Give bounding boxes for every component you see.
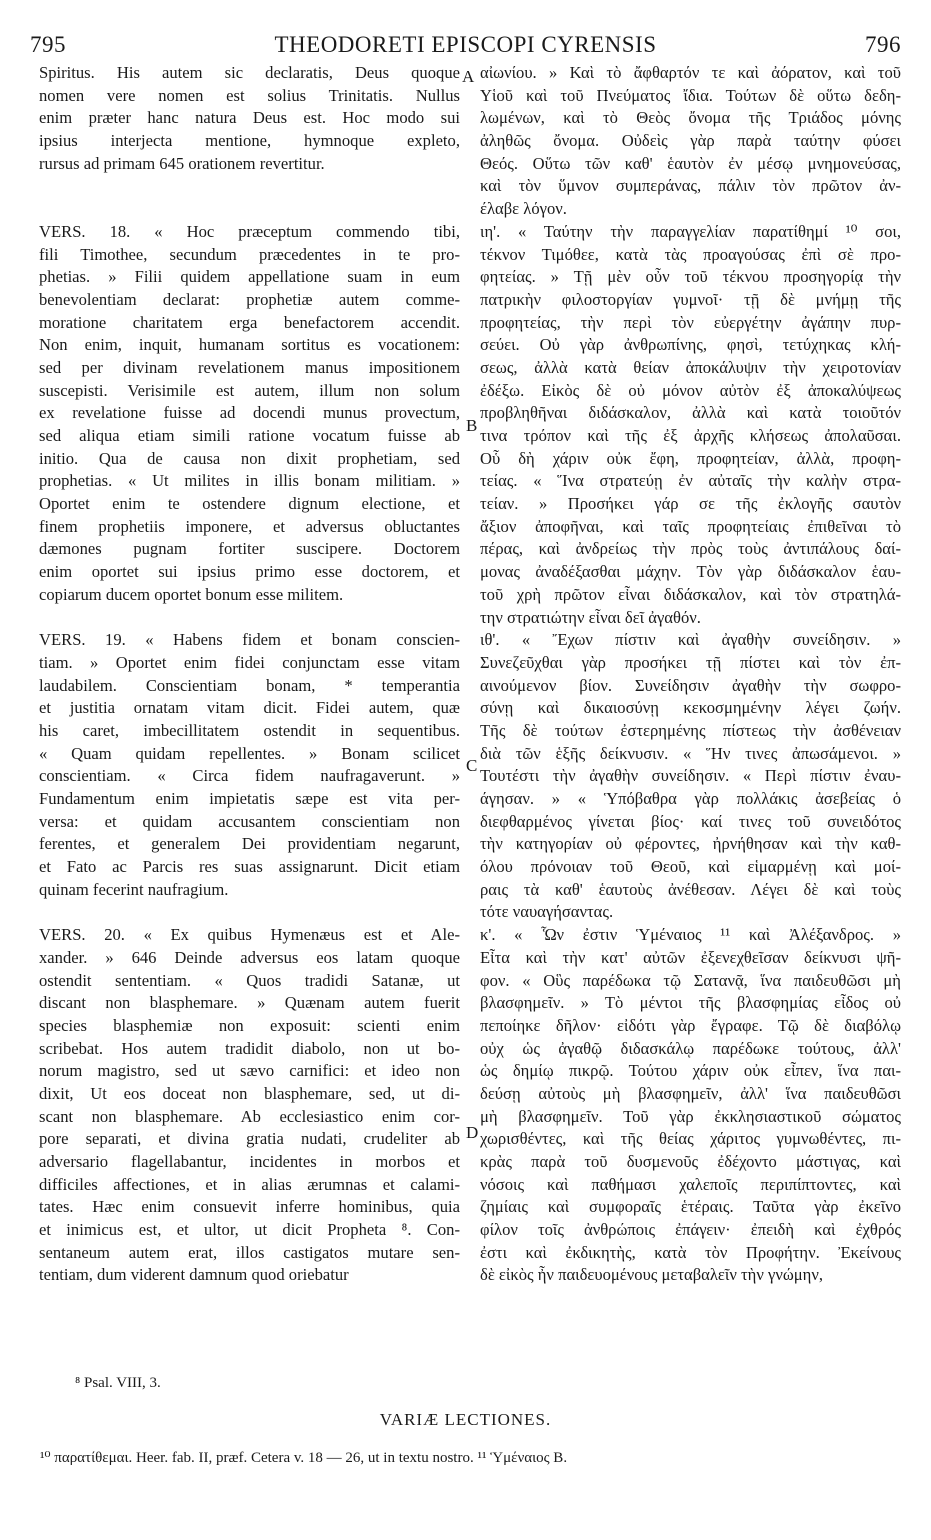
latin-text-line: et Fato ac Parcis res suas assignarunt. Dicit etiam — [39, 857, 460, 877]
latin-text-line: phetias. » Filii quidem appellatione suam in eum — [39, 267, 460, 287]
latin-text-line: prophetias. « Ut milites in illis bonam militiam. » — [39, 471, 460, 491]
running-title: THEODORETI EPISCOPI CYRENSIS — [274, 32, 657, 57]
greek-text-line: κ'. « Ὧν ἐστιν Ὑμέναιος ¹¹ καὶ Ἀλέξανδρος. » — [480, 925, 901, 945]
variae-lectiones-title: VARIÆ LECTIONES. — [379, 1410, 552, 1429]
greek-text-line: φίλον τοῖς ἀνθρώποις ἐπάγειν· ἐπειδὴ καὶ ἐχθρός — [480, 1220, 901, 1240]
latin-text-line — [39, 198, 460, 221]
section-marker-a: A — [462, 67, 475, 86]
greek-text-line: ὡς δημίῳ πικρῷ. Τούτου χάριν οὐκ εἶπεν, ἵνα παι- — [480, 1061, 901, 1081]
greek-text-line: ἐστι καὶ ἐκδικητὴς, κατὰ τὸν Προφήτην. Ἐκείνους — [480, 1242, 901, 1262]
latin-text-line: pore separati, et divina gratia nudati, crudeliter ab — [39, 1129, 460, 1149]
latin-text-line: versa: et quidam accusantem conscientiam non — [39, 811, 460, 831]
greek-text-line: ἐδέξω. Εἰκὸς δὲ οὐ μόνον αὐτὸν ἐξ ἀποκαλύψεως — [480, 380, 901, 400]
greek-text-line: διεφθαρμένος γίνεται βίος· καί τινες τοῦ συνειδότος — [480, 811, 901, 831]
latin-text-line: enim oportet sui ipsius primo esse doctorem, et — [39, 562, 460, 582]
latin-text-line: enim præter hanc natura Deus est. Hoc modo sui — [39, 108, 460, 128]
latin-column — [39, 62, 460, 1287]
greek-text-line: διὰ τῶν ἑξῆς δείκνυσιν. « Ἥν τινες ἀπωσάμενοι. » — [480, 743, 901, 763]
greek-text-line: Υἱοῦ καὶ τοῦ Πνεύματος ἴδια. Τούτων δὲ οὕτω δεδη- — [480, 85, 901, 105]
latin-text-line: Oportet enim te ostendere dignum electione, et — [39, 494, 460, 514]
greek-text-line: τὴν κατηγορίαν οὐ φέροντες, ἠρνήθησαν καὶ τὴν καθ- — [480, 834, 901, 854]
greek-text-line: δὲ εἰκὸς ἦν παιδευομένους μεταβαλεῖν τὴν γνώμην, — [480, 1265, 823, 1285]
greek-text-line: ζημίαις καὶ συμφοραῖς ἑτέραις. Ταῦτα γὰρ ἐκεῖνο — [480, 1197, 901, 1217]
latin-text-line: et justitia ornatam vitam dicit. Fidei autem, quæ — [39, 698, 460, 718]
latin-text-line: sed aliqua etiam simili ratione vocatum fuisse ab — [39, 426, 460, 445]
greek-text-line: τοῦ χρὴ πρῶτον εἶναι διδάσκαλον, καὶ τὸν στρατηλά- — [480, 584, 901, 604]
footnote: ⁸ Psal. VIII, 3. — [75, 1375, 161, 1391]
greek-text-line: καὶ τὸν ὕμνον συμπεράνας, πάλιν τὸν πρῶτον ἀν- — [480, 176, 901, 196]
latin-text-line: nomen vere nomen est solius Trinitatis. Nullus — [39, 85, 460, 105]
greek-text-line: πέρας, καὶ ἀνδρείως τὴν πρὸς τοὺς ἀντιπάλους δαί- — [480, 539, 901, 559]
latin-text-line: copiarum ducem oportet bonum esse militem. — [39, 584, 344, 604]
greek-text-line: τείαν. » Προσήκει γάρ σε τῆς ἐκλογῆς σαυτὸν — [480, 494, 901, 514]
page-number-right: 796 — [865, 32, 901, 57]
latin-text-line: dixit, Ut eos doceat non blasphemare, sed, ut di- — [39, 1083, 460, 1103]
latin-text-line: his caret, imbecillitatem ostendit in sequentibus. — [39, 720, 460, 740]
latin-text-line: VERS. 19. « Habens fidem et bonam conscien- — [39, 630, 460, 650]
latin-text-line: rursus ad primam 645 orationem revertitur. — [39, 153, 325, 173]
greek-text-line: κρὰς παρὰ τοῦ δυσμενοῦς ἐδέχοντο μάστιγας, καὶ — [480, 1152, 901, 1171]
variae-lectiones-text: ¹⁰ παρατίθεμαι. Heer. fab. II, præf. Cetera v. 18 — 26, ut in textu nostro. ¹¹ Ὑμέναιος B. — [40, 1450, 568, 1466]
greek-text-line: ραις τὰ καθ' ἑαυτοὺς ἀνέθεσαν. Λέγει δὲ καὶ τοὺς — [480, 879, 901, 899]
latin-text-line: moratione charitatem erga benefactorem accendit. — [39, 312, 460, 332]
greek-text-line: νόσοις καὶ παθήμασι χαλεποῖς περιπίπτοντες, καὶ — [480, 1174, 901, 1194]
greek-text-line: Οὗ δὴ χάριν οὐκ ἔφη, προφητείαν, ἀλλὰ, προφη- — [480, 448, 901, 468]
greek-text-line: την στρατιώτην εἶναι δεῖ ἀγαθόν. — [480, 607, 701, 627]
latin-text-line: suscepisti. Verisimile est autem, illum non solum — [39, 380, 460, 400]
latin-text-line: ex revelatione fuisse ad docendi munus provectum, — [39, 403, 460, 423]
greek-text-line: ἀληθῶς ὄνομα. Οὐδεὶς γὰρ παρὰ ταύτην φύσει — [480, 131, 901, 151]
latin-text-line: discant non blasphemare. » Quænam autem fuerit — [39, 993, 460, 1013]
latin-text-line: « Quam quidam repellentes. » Bonam scilicet — [39, 743, 460, 763]
greek-text-line: φητείας. » Τῇ μὲν οὖν τοῦ τέκνου προσηγορίᾳ τὴν — [480, 267, 901, 287]
latin-text-line: adversario flagellabantur, incidentes in morbos et — [39, 1152, 460, 1171]
greek-text-line: προφητείας, τὴν περὶ τὸν εὐεργέτην ἀγάπην πυρ- — [480, 312, 901, 332]
greek-text-line: Θεός. Οὕτω τῶν καθ' ἑαυτὸν ἐν μέσῳ μνημονεύσας, — [480, 153, 901, 173]
latin-text-line: scant non blasphemare. Ab ecclesiastico enim cor- — [39, 1106, 460, 1126]
latin-text-line: VERS. 18. « Hoc præceptum commendo tibi, — [39, 221, 460, 241]
latin-text-line — [39, 175, 460, 198]
greek-text-line: τέκνον Τιμόθεε, κατὰ τὰς προαγούσας ἐπὶ σὲ προ- — [480, 244, 901, 264]
greek-text-line: Τῆς δὲ τούτων ἐστερημένης πίστεως τὴν ἀσθένειαν — [480, 720, 901, 740]
greek-text-line: ιθ'. « Ἔχων πίστιν καὶ ἀγαθὴν συνείδησιν. » — [480, 630, 901, 650]
greek-text-line: σύνῃ καὶ δικαιοσύνῃ κεκοσμημένην λέγει ζωήν. — [480, 698, 901, 718]
latin-text-line: et inimicus est, et ultor, ut dicit Propheta ⁸. Con- — [39, 1220, 460, 1240]
greek-text-line: τείας. « Ἵνα στρατεύῃ ἐν αὐταῖς τὴν καλὴν στρα- — [480, 471, 901, 491]
greek-text-line: πατρικὴν φιλοστοργίαν γυμνοῖ· τῇ δὲ μνήμῃ τῆς — [480, 289, 901, 309]
latin-text-line: scribebat. Hos autem tradidit diabolo, non ut bo- — [39, 1038, 460, 1058]
greek-text-line: μὴ βλασφημεῖν. Τοῦ γὰρ ἐκκλησιαστικοῦ σώματος — [480, 1106, 901, 1126]
greek-column — [480, 62, 901, 1287]
latin-text-line: sed per divinam revelationem manus impositionem — [39, 357, 460, 377]
latin-text-line: conscientiam. « Circa fidem naufragaverunt. » — [39, 766, 460, 786]
greek-text-line: χωρισθέντες, καὶ τῆς θείας χάριτος γυμνωθέντες, πι- — [480, 1129, 901, 1149]
latin-text-line: species blasphemiæ non exposuit: scienti enim — [39, 1015, 460, 1035]
latin-text-line: Spiritus. His autem sic declaratis, Deus quoque — [39, 63, 460, 82]
greek-text-line: Συνεζεῦχθαι γὰρ προσήκει τῇ πίστει καὶ τὸν ἐπ- — [480, 652, 901, 672]
page-number-left: 795 — [30, 32, 66, 57]
latin-text-line: VERS. 20. « Ex quibus Hymenæus est et Ale- — [39, 925, 460, 945]
latin-text-line: fili Timothee, secundum præcedentes in te pro- — [39, 244, 460, 264]
greek-text-line: Εἶτα καὶ τὴν κατ' αὐτῶν ἐξενεχθεῖσαν δείκνυσι ψῆ- — [480, 947, 901, 967]
latin-text-line: ferentes, et generalem Dei providentiam negarunt, — [39, 834, 460, 854]
greek-text-line: δεύσῃ αὐτοὺς μὴ βλασφημεῖν, ἀλλ' ἵνα παιδευθῶσι — [480, 1083, 901, 1103]
greek-text-line: φον. « Οὓς παρέδωκα τῷ Σατανᾷ, ἵνα παιδευθῶσι μὴ — [480, 970, 901, 990]
latin-text-line: finem prophetiis imponere, et adversus obluctantes — [39, 516, 460, 536]
latin-text-line: Non enim, inquit, humanam sortitus es vocationem: — [39, 335, 460, 355]
latin-text-line — [39, 607, 460, 630]
latin-text-line: laudabilem. Conscientiam bonam, * temperantia — [39, 675, 460, 695]
greek-text-line: άγησαν. » « Ὑπόβαθρα γὰρ πολλάκις ἀσεβείας ὁ — [480, 789, 901, 808]
latin-text-line: quinam fecerint naufragium. — [39, 879, 229, 899]
greek-text-line: οὐχ ὡς ἀγαθῷ διδασκάλῳ παρέδωκε τούτους, ἀλλ' — [480, 1038, 901, 1058]
latin-text-line — [39, 901, 460, 924]
greek-text-line: έλαβε λόγον. — [480, 199, 567, 219]
greek-text-line: σεως, ἀλλὰ κατὰ θείαν ἀποκάλυψιν τὴν χειροτονίαν — [480, 357, 901, 377]
greek-text-line: πεποίηκε δῆλον· εἰδότι γὰρ ἔγραφε. Τῷ δὲ διαβόλῳ — [480, 1015, 901, 1035]
section-marker-b: B — [466, 416, 478, 435]
greek-text-line: τινα τρόπον καὶ τῆς ἐξ ἀρχῆς κλήσεως ἀπολαῦσαι. — [480, 426, 901, 445]
greek-text-line: αἰωνίου. » Καὶ τὸ ἄφθαρτόν τε καὶ ἀόρατον, καὶ τοῦ — [480, 63, 901, 82]
greek-text-line: Τουτέστι τὴν ἀγαθὴν συνείδησιν. « Περὶ πίστιν ἐναυ- — [480, 766, 901, 786]
greek-text-line: βλασφημεῖν. » Τὸ μέντοι τῆς βλασφημίας εἶδος οὐ — [480, 993, 901, 1013]
latin-text-line: norum magistro, sed ut sævo carnifici: et ideo non — [39, 1061, 460, 1081]
greek-text-line: προβληθῆναι διδάσκαλον, ἀλλὰ καὶ κατὰ τοιοῦτόν — [480, 403, 901, 423]
latin-text-line: initio. Qua de causa non dixit prophetiam, sed — [39, 448, 460, 468]
greek-text-line: ιη'. « Ταύτην τὴν παραγγελίαν παρατίθημί ¹⁰ σοι, — [480, 221, 901, 241]
section-marker-c: C — [466, 756, 478, 775]
latin-text-line: dæmones pugnam fortiter suscipere. Doctorem — [39, 539, 460, 559]
greek-text-line: όλου πρόνοιαν τοῦ Θεοῦ, καὶ εἱμαρμένῃ καὶ μοί- — [480, 857, 901, 877]
section-marker-d: D — [466, 1123, 479, 1142]
greek-text-line: αινούμενον βίον. Συνείδησιν ἀγαθὴν τὴν σωφρο- — [480, 675, 901, 695]
greek-text-line: μονας ἀναδέξασθαι μάχην. Τὸν γὰρ διδάσκαλον ἑαυ- — [480, 562, 901, 582]
latin-text-line: tentiam, dum viderent damnum quod oriebatur — [39, 1265, 349, 1285]
greek-text-line: λωμένων, καὶ τὸ Θεὸς ὄνομα τῆς Τριάδος μόνης — [480, 108, 901, 128]
greek-text-line: σεύει. Οὐ γὰρ ἀνθρωπίνης, φησὶ, τετύχηκας κλή- — [480, 335, 901, 355]
latin-text-line: xander. » 646 Deinde adversus eos latam quoque — [39, 947, 460, 967]
greek-text-line: ἄξιον ἀποφῆναι, καὶ ταῖς προφητείαις ἐπιθεῖναι τὸ — [480, 516, 901, 536]
page-header — [30, 32, 901, 60]
latin-text-line: ostendit sententiam. « Quos tradidi Satanæ, ut — [39, 970, 460, 990]
latin-text-line: tates. Hæc enim consuevit inferre hominibus, quia — [39, 1197, 460, 1217]
greek-text-line: τότε ναυαγήσαντας. — [480, 902, 614, 922]
latin-text-line: Fundamentum enim impietatis sæpe est vita per- — [39, 789, 460, 808]
latin-text-line: difficiles affectiones, et in alias ærumnas et calami- — [39, 1174, 460, 1194]
latin-text-line: benevolentiam declarat: prophetiæ autem comme- — [39, 289, 460, 309]
latin-text-line: sentaneum autem erat, illos castigatos mutare sen- — [39, 1242, 460, 1262]
latin-text-line: tiam. » Oportet enim fidei conjunctam esse vitam — [39, 652, 460, 672]
latin-text-line: ipsius interjecta mentione, hymnoque expleto, — [39, 131, 460, 151]
